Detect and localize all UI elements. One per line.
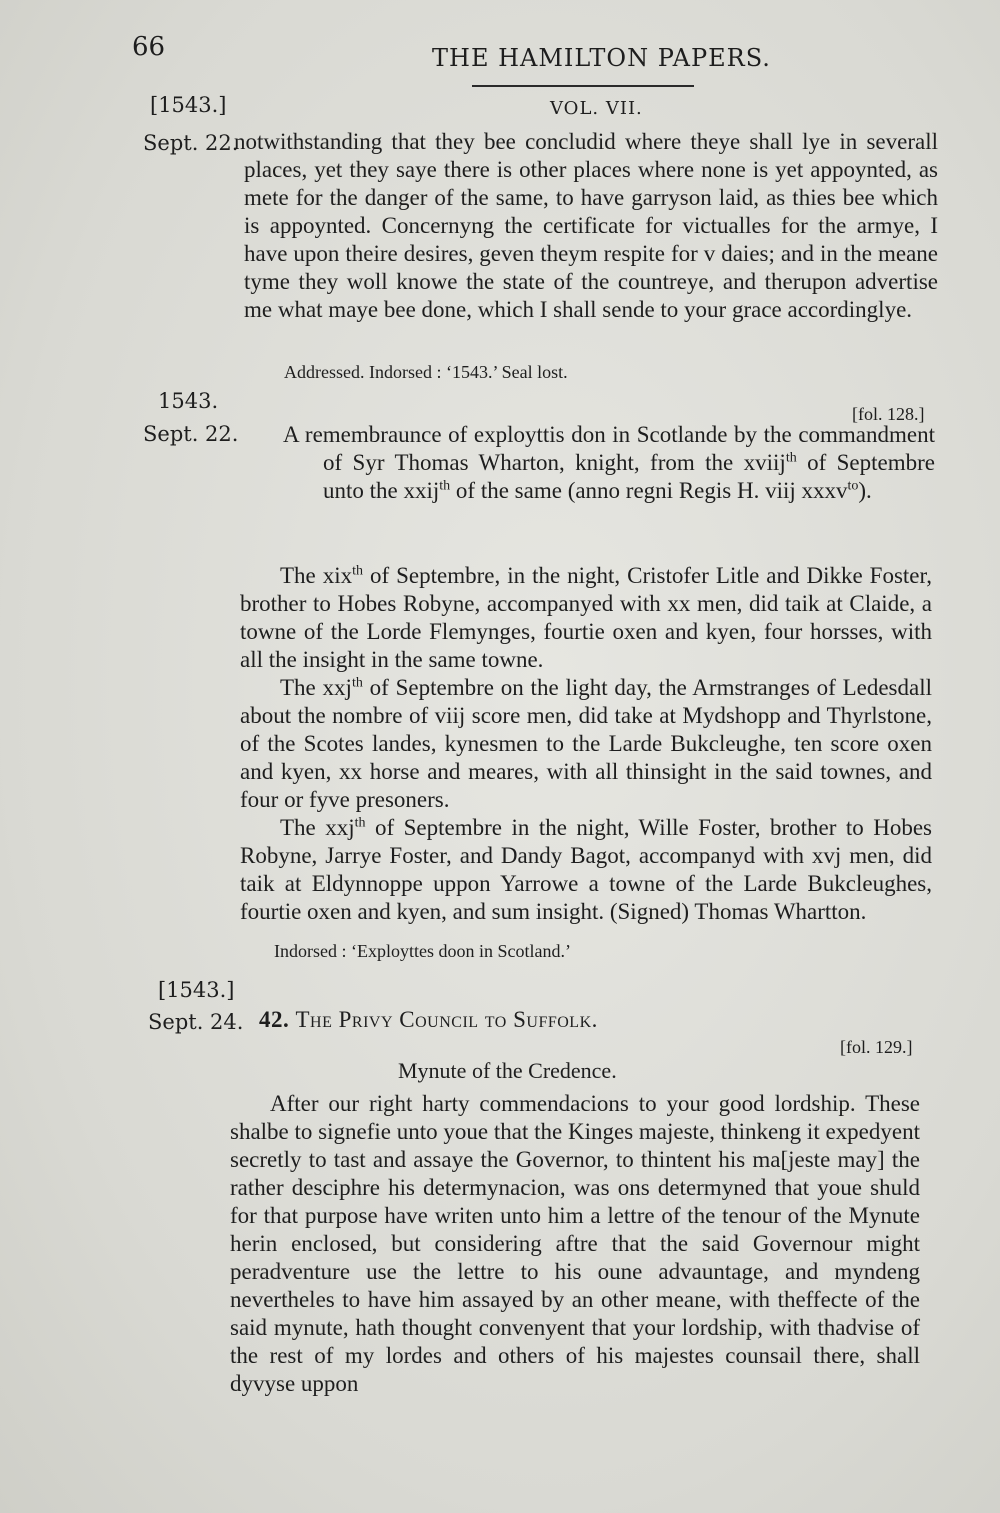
entry3-paragraph: After our right harty commendacions to your good lordship. These shalbe to signefie unto youe that the Kinges majeste, thinkeng it expedyent secretly to tast and assaye the Governor, to thintent his ma[jeste may] the rather desciphre his determynacion, was ons determyned that youe shuld for that purpose have writen unto him a lettre of the tenour of the Mynute herin enclosed, but considering aftre that the said Governour might peradventure use the lettre to his oune advauntage, and myndeng nevertheles to have him assayed by an other meane, with theffecte of the said mynute, hath thought convenyent that your lordship, with thadvise of the rest of my lordes and others of his majestes counsail there, shall dyvyse uppon — [230, 1091, 920, 1396]
entry1-paragraph: notwithstanding that they bee concludid where theye shall lye in severall places, yet they saye there is other places where none is yet appoynted, as mete for the danger of the same, to have garryson laid, as thies bee which is appoynted. Concernyng the certificate for victualles for the armye, I have upon theire desires, geven theym respite for v daies; and in the meane tyme they woll knowe the state of the countreye, and therupon advertise me what maye bee done, which I shall sende to your grace accordinglye. — [234, 129, 938, 322]
entry3-heading — [259, 1007, 598, 1033]
sup-th: th — [354, 815, 366, 831]
entry2-intro-d: ). — [858, 478, 872, 503]
entry2-date: Sept. 22. — [143, 422, 239, 446]
para2-b: of Septembre on the light day, the Armstranges of Ledesdall about the nombre of viij score men, did take at Mydshopp and Thyrlstone, of the Scotes landes, kynesmen to the Larde Bukcleughe, ten score oxen and kyen, xx horse and meares, with all thinsight in the said townes, and four or fyve presoners. — [240, 675, 932, 812]
sup-th: th — [785, 450, 797, 466]
entry1-year: [1543.] — [150, 93, 227, 117]
entry2-endorsement: Indorsed : ‘Exployttes doon in Scotland.’ — [274, 941, 571, 961]
sup-th: th — [352, 563, 364, 579]
running-head: THE HAMILTON PAPERS. — [432, 44, 771, 72]
entry2-intro-c: of the same (anno regni Regis H. viij xxxv — [450, 478, 848, 503]
entry2-year: 1543. — [158, 389, 219, 413]
entry1-endorsement: Addressed. Indorsed : ‘1543.’ Seal lost. — [284, 362, 568, 382]
header-rule — [472, 85, 694, 87]
entry3-title: The Privy Council to Suffolk. — [295, 1007, 598, 1032]
entry2-folio: [fol. 128.] — [852, 404, 925, 424]
entry3-folio: [fol. 129.] — [840, 1037, 913, 1057]
entry2-para2 — [240, 674, 932, 814]
entry2-intro-b: of Septembre unto the xxij — [323, 450, 935, 503]
para3-a: The xxj — [280, 815, 355, 840]
entry2-para3 — [240, 814, 932, 926]
entry2-para1 — [240, 562, 932, 674]
entry2-intro-a: A remembraunce of exployttis don in Scotlande by the commandment of Syr Thomas Wharton, knight, from the xviij — [283, 422, 935, 475]
para1-b: of Septembre, in the night, Cristofer Litle and Dikke Foster, brother to Hobes Robyne, accompanyed with xx men, did taik at Claide, a towne of the Lorde Flemynges, fourtie oxen and kyen, four horsses, with all the insight in the same towne. — [240, 563, 932, 672]
para2-a: The xxj — [280, 675, 352, 700]
entry3-subtitle: Mynute of the Credence. — [398, 1058, 617, 1083]
entry2-body — [240, 562, 932, 926]
sup-th: th — [439, 478, 451, 494]
volume-label: VOL. VII. — [550, 98, 643, 119]
entry3-year: [1543.] — [158, 978, 235, 1002]
page-number: 66 — [132, 32, 166, 62]
sup-th: th — [351, 675, 363, 691]
entry3-number: 42. — [259, 1007, 290, 1032]
entry2-intro — [283, 421, 935, 505]
sup-to: to — [847, 478, 859, 494]
entry2-intro-paragraph — [283, 421, 935, 505]
para3-b: of Septembre in the night, Wille Foster, brother to Hobes Robyne, Jarrye Foster, and Dandy Bagot, accompanyd with xvj men, did taik at Eldynnoppe uppon Yarrowe a towne of the Larde Bukcleughes, fourtie oxen and kyen, and sum insight. (Signed) Thomas Whartton. — [240, 815, 932, 924]
entry3-date: Sept. 24. — [148, 1010, 244, 1034]
entry1-date: Sept. 22. — [143, 131, 239, 155]
entry1-text — [234, 128, 938, 324]
entry3-body — [230, 1090, 920, 1398]
para1-a: The xix — [280, 563, 353, 588]
